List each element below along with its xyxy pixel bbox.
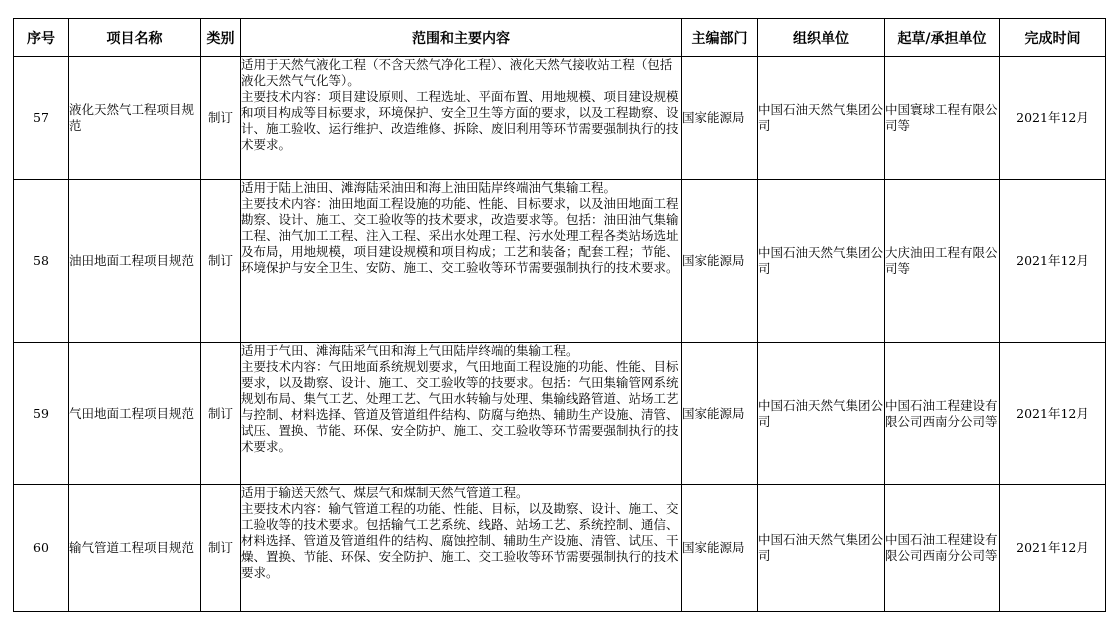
table-row <box>14 485 1106 612</box>
scope-line: 适用于陆上油田、滩海陆采油田和海上油田陆岸终端油气集输工程。 <box>241 180 617 195</box>
row-num: 58 <box>14 180 69 343</box>
header-scope: 范围和主要内容 <box>241 19 682 57</box>
scope-line: 主要技术内容：项目建设原则、工程选址、平面布置、用地规模、项目建设规模和项目构成等目标要求，环境保护、安全卫生等方面的要求，以及工程勘察、设计、施工验收、运行维护、改造维修、拆除、废旧利用等环节需要强制执行的技术要求。 <box>241 89 679 152</box>
category: 制订 <box>201 485 241 612</box>
category: 制订 <box>201 57 241 180</box>
scope-line: 主要技术内容：输气管道工程的功能、性能、目标，以及勘察、设计、施工、交工验收等的技术要求。包括输气工艺系统、线路、站场工艺、系统控制、通信、材料选择、管道及管道组件的结构、腐蚀控制、辅助生产设施、清管、试压、干燥、置换、节能、环保、安全防护、施工、交工验收等环节需要强制执行的技术要求。 <box>241 501 679 580</box>
organizer: 中国石油天然气集团公司 <box>758 57 885 180</box>
scope-line: 适用于天然气液化工程（不含天然气净化工程）、液化天然气接收站工程（包括液化天然气气化等）。 <box>241 57 673 88</box>
drafter: 中国石油工程建设有限公司西南分公司等 <box>885 485 1000 612</box>
drafter: 大庆油田工程有限公司等 <box>885 180 1000 343</box>
header-category: 类别 <box>201 19 241 57</box>
scope-line: 适用于气田、滩海陆采气田和海上气田陆岸终端的集输工程。 <box>241 343 579 358</box>
table-row <box>14 343 1106 485</box>
project-name: 输气管道工程项目规范 <box>69 485 201 612</box>
completion-date: 2021年12月 <box>1000 343 1106 485</box>
organizer: 中国石油天然气集团公司 <box>758 343 885 485</box>
project-name: 液化天然气工程项目规范 <box>69 57 201 180</box>
organizer: 中国石油天然气集团公司 <box>758 485 885 612</box>
completion-date: 2021年12月 <box>1000 57 1106 180</box>
header-dept: 主编部门 <box>682 19 758 57</box>
header-num: 序号 <box>14 19 69 57</box>
header-name: 项目名称 <box>69 19 201 57</box>
header-org: 组织单位 <box>758 19 885 57</box>
drafter: 中国寰球工程有限公司等 <box>885 57 1000 180</box>
table-row <box>14 57 1106 180</box>
standards-table <box>13 18 1106 612</box>
editor-dept: 国家能源局 <box>682 485 758 612</box>
table-row <box>14 180 1106 343</box>
category: 制订 <box>201 180 241 343</box>
scope-cell <box>241 343 682 485</box>
header-row <box>14 19 1106 57</box>
project-name: 油田地面工程项目规范 <box>69 180 201 343</box>
header-date: 完成时间 <box>1000 19 1106 57</box>
scope-cell <box>241 180 682 343</box>
scope-line: 主要技术内容：气田地面系统规划要求，气田地面工程设施的功能、性能、目标要求，以及勘察、设计、施工、交工验收等的技要求。包括：气田集输管网系统规划布局、集气工艺、处理工艺、气田水转输与处理、集输线路管道、站场工艺与控制、材料选择、管道及管道组件结构、防腐与绝热、辅助生产设施、清管、试压、置换、节能、环保、安全防护、施工、交工验收等环节需要强制执行的技术要求。 <box>241 359 679 454</box>
row-num: 57 <box>14 57 69 180</box>
scope-line: 主要技术内容：油田地面工程设施的功能、性能、目标要求，以及油田地面工程勘察、设计、施工、交工验收等的技术要求，改造要求等。包括：油田油气集输工程、油气加工工程、注入工程、采出水处理工程、污水处理工程各类站场选址及布局，用地规模，项目建设规模和项目构成；工艺和装备；配套工程；节能、环境保护与安全卫生、安防、施工、交工验收等环节需要强制执行的技术要求。 <box>241 196 679 275</box>
drafter: 中国石油工程建设有限公司西南分公司等 <box>885 343 1000 485</box>
editor-dept: 国家能源局 <box>682 180 758 343</box>
category: 制订 <box>201 343 241 485</box>
scope-cell <box>241 485 682 612</box>
organizer: 中国石油天然气集团公司 <box>758 180 885 343</box>
completion-date: 2021年12月 <box>1000 180 1106 343</box>
completion-date: 2021年12月 <box>1000 485 1106 612</box>
header-drafter: 起草/承担单位 <box>885 19 1000 57</box>
scope-line: 适用于输送天然气、煤层气和煤制天然气管道工程。 <box>241 485 529 500</box>
row-num: 60 <box>14 485 69 612</box>
row-num: 59 <box>14 343 69 485</box>
editor-dept: 国家能源局 <box>682 343 758 485</box>
scope-cell <box>241 57 682 180</box>
editor-dept: 国家能源局 <box>682 57 758 180</box>
project-name: 气田地面工程项目规范 <box>69 343 201 485</box>
